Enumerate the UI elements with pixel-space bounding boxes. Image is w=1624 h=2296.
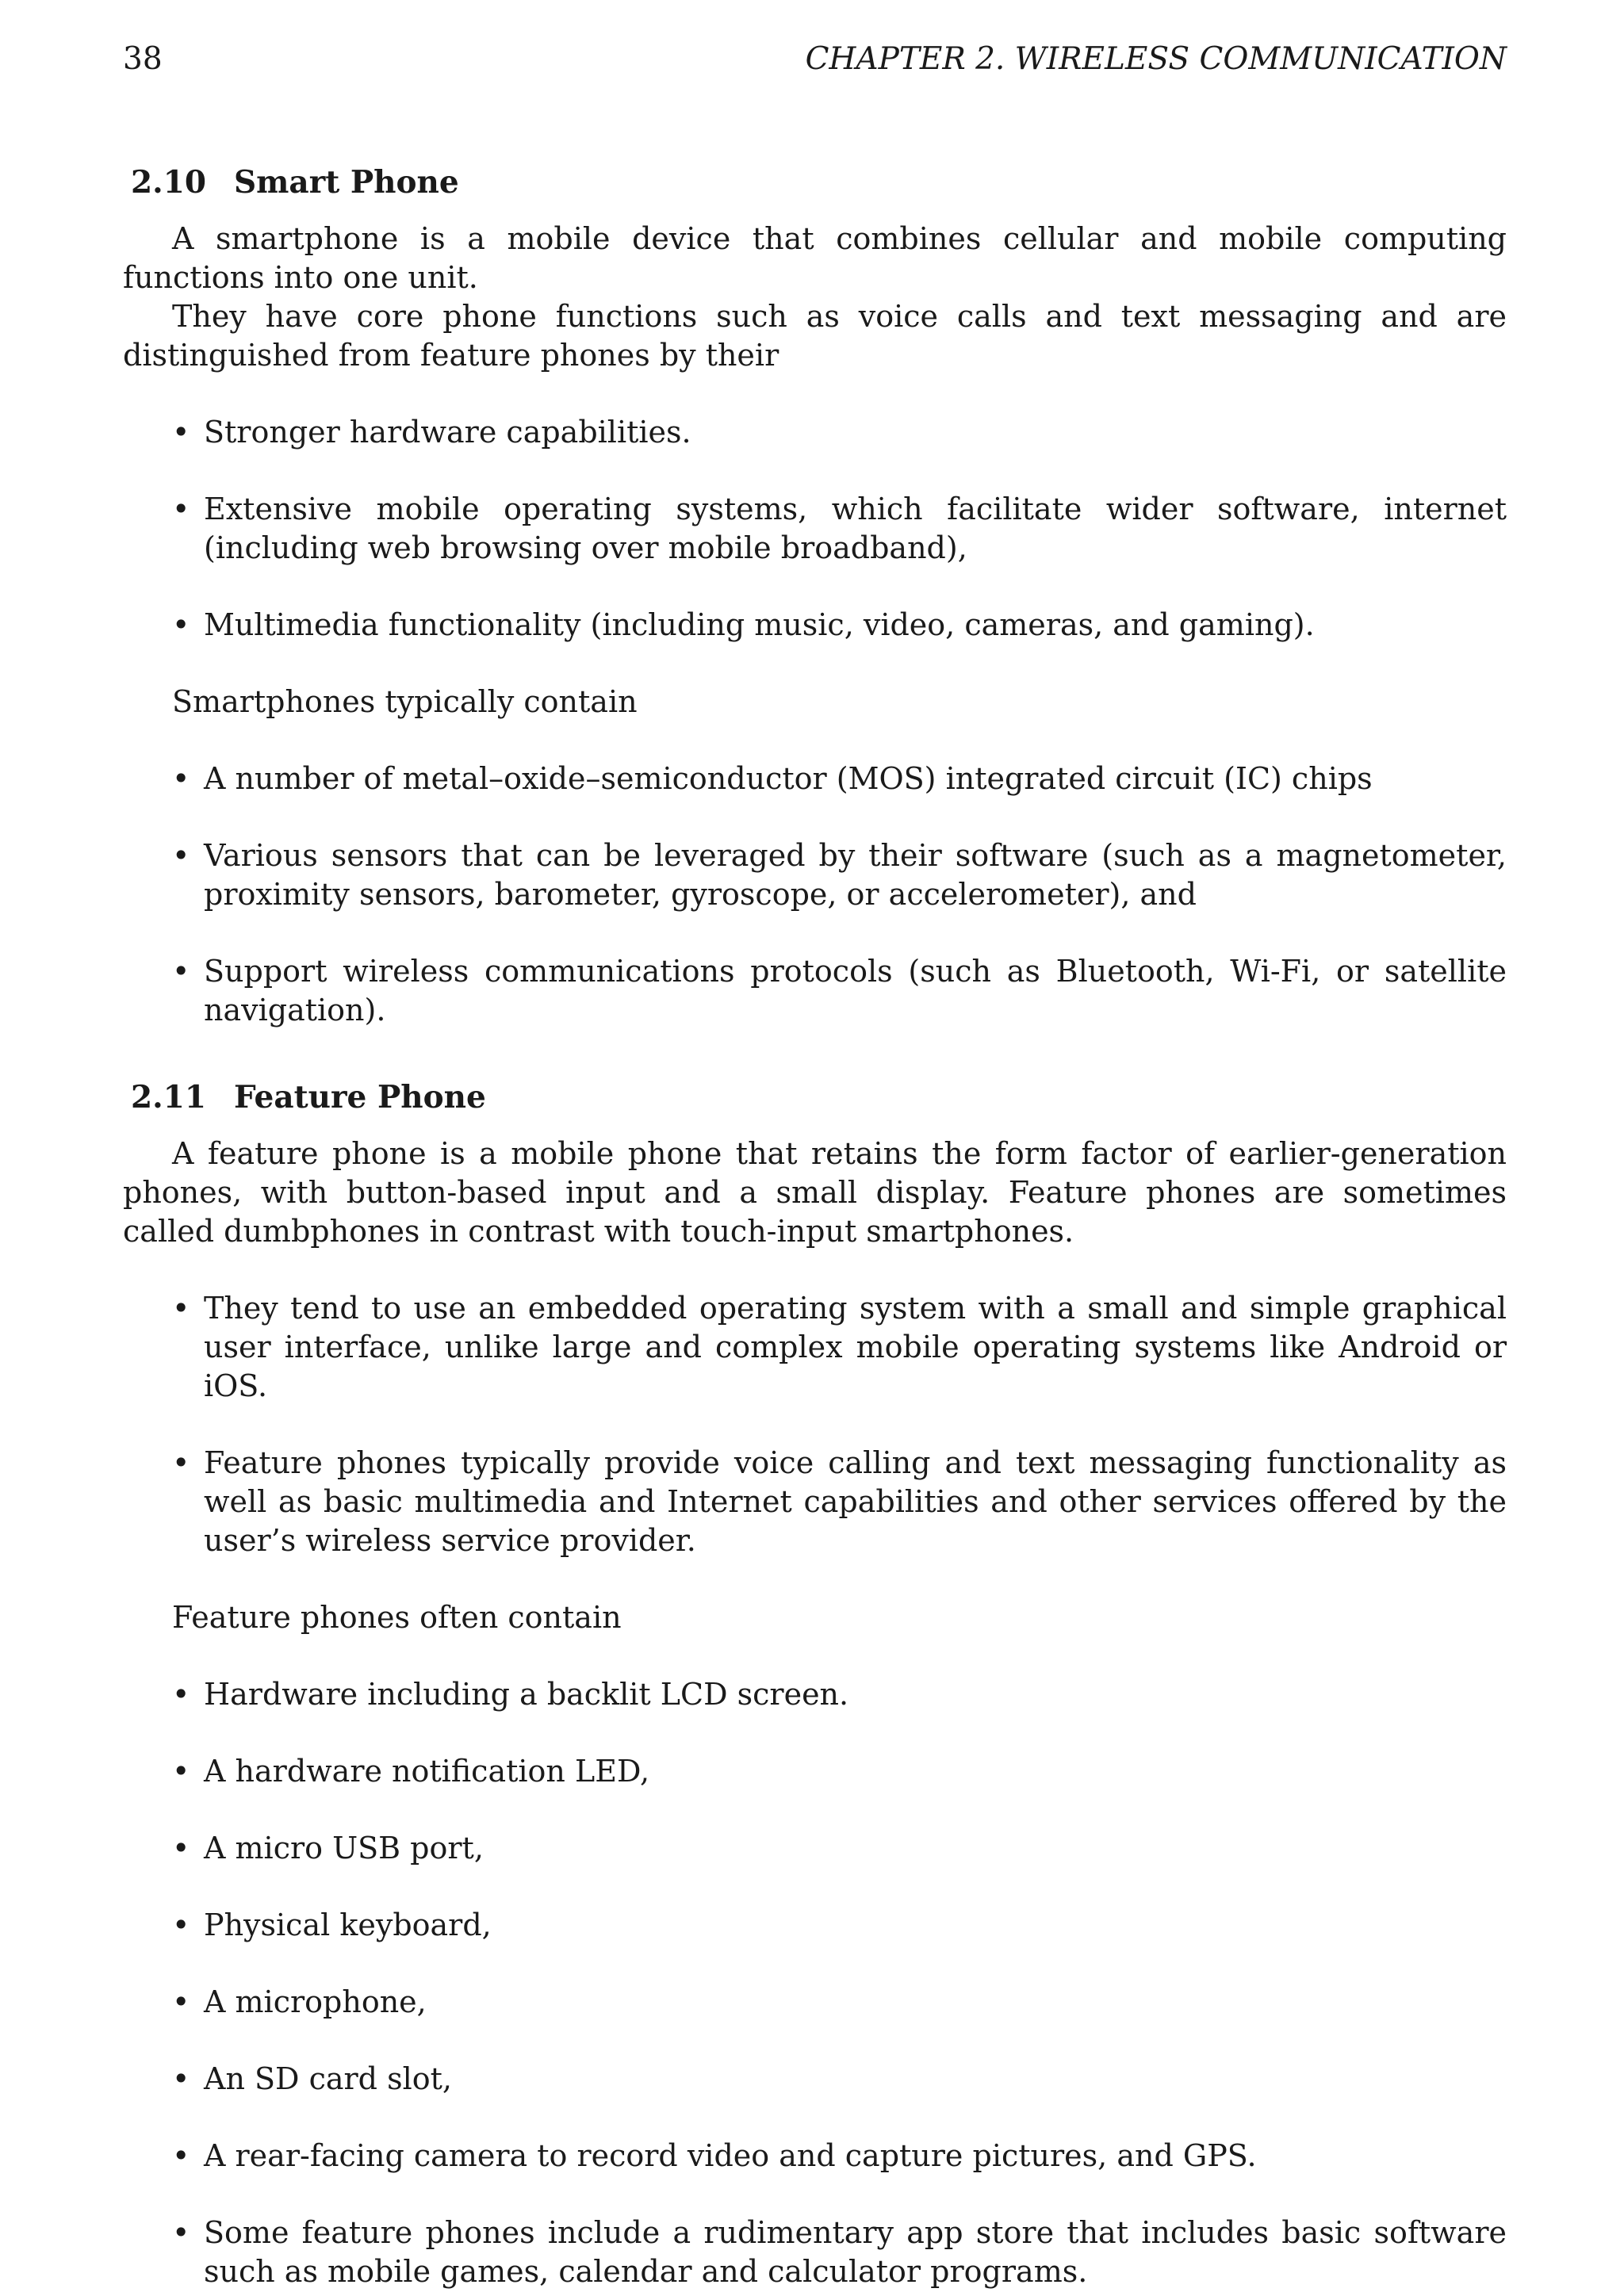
list-item-text: A number of metal–oxide–semiconductor (MOS) integrated circuit (IC) chips: [204, 761, 1373, 796]
document-page: [123, 40, 1507, 2291]
list-item-text: An SD card slot,: [204, 2061, 452, 2096]
list-item-text: Support wireless communications protocols (such as Bluetooth, Wi-Fi, or satellite navigation).: [204, 954, 1507, 1027]
list-item: [123, 1444, 1507, 1560]
bullet-icon: •: [172, 2061, 190, 2096]
list-item-text: A microphone,: [204, 1984, 427, 2019]
list-item-text: Hardware including a backlit LCD screen.: [204, 1677, 849, 1712]
list-item: [123, 1752, 1507, 1791]
bullet-icon: •: [172, 1754, 190, 1789]
list-lead-text: Smartphones typically contain: [172, 684, 638, 719]
paragraph: A smartphone is a mobile device that combines cellular and mobile computing functions into one unit.: [123, 221, 1507, 295]
list-item: [123, 836, 1507, 914]
list-item: [123, 1983, 1507, 2022]
bullet-icon: •: [172, 492, 190, 526]
running-header: [123, 40, 1507, 79]
section-heading-smart-phone: [123, 163, 1507, 202]
section-title: Smart Phone: [234, 164, 459, 201]
list-item: [123, 2214, 1507, 2291]
bullet-list: [123, 1675, 1507, 2291]
bullet-icon: •: [172, 1831, 190, 1866]
bullet-icon: •: [172, 1984, 190, 2019]
bullet-icon: •: [172, 954, 190, 989]
list-item: [123, 1906, 1507, 1945]
bullet-icon: •: [172, 2138, 190, 2173]
bullet-icon: •: [172, 1677, 190, 1712]
list-item-text: A micro USB port,: [204, 1831, 484, 1866]
bullet-icon: •: [172, 2215, 190, 2250]
section-title: Feature Phone: [234, 1079, 486, 1115]
bullet-list: [123, 413, 1507, 645]
list-item-text: A hardware notification LED,: [204, 1754, 650, 1789]
list-item: [123, 2060, 1507, 2099]
list-item-text: They tend to use an embedded operating system with a small and simple graphical user interface, unlike large and complex mobile operating systems like Android or iOS.: [204, 1291, 1507, 1403]
list-item-text: Physical keyboard,: [204, 1908, 492, 1942]
bullet-icon: •: [172, 838, 190, 873]
paragraph: A feature phone is a mobile phone that retains the form factor of earlier-generation phones, with button-based input and a small display. Feature phones are sometimes called dumbphones in contrast with touch-input smartphones.: [123, 1136, 1507, 1249]
chapter-title: CHAPTER 2. WIRELESS COMMUNICATION: [805, 41, 1507, 77]
section-heading-feature-phone: [123, 1077, 1507, 1117]
bullet-icon: •: [172, 761, 190, 796]
bullet-icon: •: [172, 1445, 190, 1480]
list-item-text: Various sensors that can be leveraged by their software (such as a magnetometer, proximity sensors, barometer, gyroscope, or accelerometer), and: [204, 838, 1507, 912]
list-item: [123, 1675, 1507, 1714]
bullet-icon: •: [172, 415, 190, 450]
bullet-icon: •: [172, 1291, 190, 1326]
list-item: [123, 413, 1507, 452]
list-item-text: A rear-facing camera to record video and capture pictures, and GPS.: [204, 2138, 1257, 2173]
list-item: [123, 760, 1507, 798]
paragraph: They have core phone functions such as voice calls and text messaging and are distinguished from feature phones by their: [123, 299, 1507, 373]
section-number: 2.11: [131, 1079, 206, 1115]
list-item-text: Feature phones typically provide voice calling and text messaging functionality as well as basic multimedia and Internet capabilities and other services offered by the user’s wireless service provider.: [204, 1445, 1507, 1558]
list-item: [123, 1829, 1507, 1868]
list-item: [123, 606, 1507, 645]
bullet-list: [123, 760, 1507, 1030]
list-lead-text: Feature phones often contain: [172, 1600, 622, 1635]
bullet-icon: •: [172, 1908, 190, 1942]
list-item: [123, 490, 1507, 568]
bullet-list: [123, 1289, 1507, 1560]
list-item: [123, 1289, 1507, 1406]
page-number: 38: [123, 41, 163, 77]
list-item-text: Multimedia functionality (including music, video, cameras, and gaming).: [204, 607, 1315, 642]
section-number: 2.10: [131, 164, 206, 201]
bullet-icon: •: [172, 607, 190, 642]
list-item-text: Stronger hardware capabilities.: [204, 415, 691, 450]
list-item-text: Extensive mobile operating systems, which facilitate wider software, internet (including web browsing over mobile broadband),: [204, 492, 1507, 565]
list-item: [123, 2137, 1507, 2175]
list-item-text: Some feature phones include a rudimentary app store that includes basic software such as mobile games, calendar and calculator programs.: [204, 2215, 1507, 2289]
list-item: [123, 952, 1507, 1030]
